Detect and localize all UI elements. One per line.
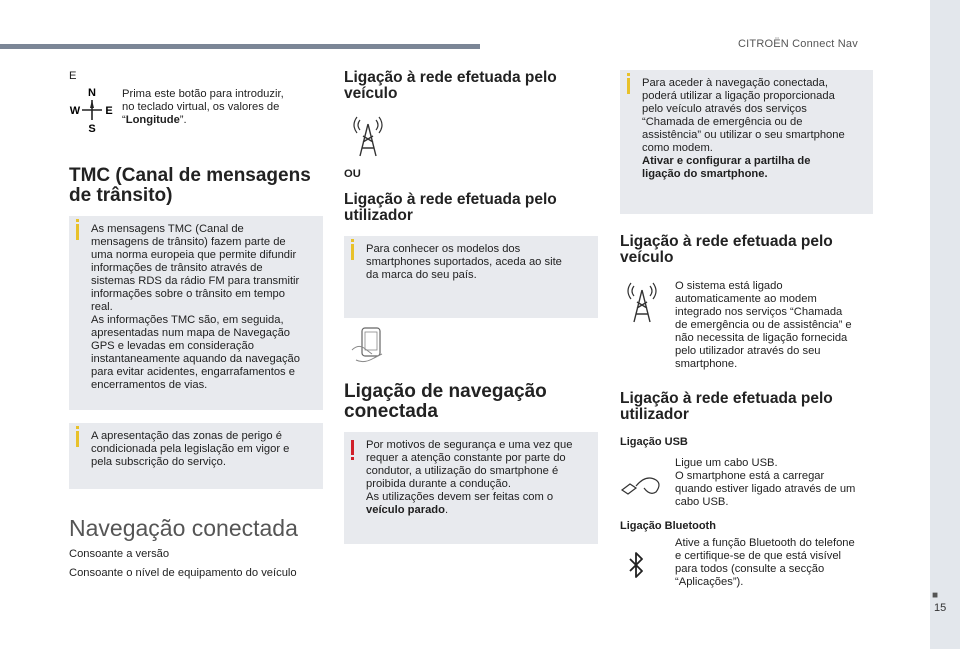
text-line: Por motivos de segurança e uma vez que [366,439,573,451]
text-line: “Chamada de emergência ou de [642,116,803,128]
access-info-text: Para aceder à navegação conectada, poderá utilizar a ligação proporcionada pelo veículo através dos serviços “Chamada de emergência ou de assistência” ou utilizar o seu smartphone como modem. Ativar e configurar a partilha de ligação do smartphone. [642,77,845,180]
danger-zone-box [69,423,323,489]
text-line: GPS e levadas em consideração [91,340,254,352]
text-line: instantaneamente aquando da navegação [91,353,301,365]
text-line: condicionada pela legislação em vigor e [91,443,290,455]
text-line: informações de trânsito através de [91,262,263,274]
text-line: smartphone. [675,358,738,370]
text-line: informações sobre o trânsito em tempo [91,288,286,300]
antenna-icon [350,116,386,158]
text-line: Ative a função Bluetooth do telefone [675,537,855,549]
user-connection-title-2: Ligação à rede efetuada pelo utilizador [620,390,833,423]
page-end-mark: ■ [932,590,939,601]
side-tab [930,0,960,649]
usb-cable-icon [618,470,664,500]
usb-text [675,457,875,509]
version-note: Consoante a versão [69,548,170,560]
equipment-note: Consoante o nível de equipamento do veículo [69,567,297,579]
text-line: encerramentos de vias. [91,379,208,391]
text-line: real. [91,301,113,313]
text-line: mensagens de trânsito) fazem parte de [91,236,286,248]
bluetooth-text [675,537,875,589]
top-rule [0,44,480,49]
user-connection-title: Ligação à rede efetuada pelo utilizador [344,191,557,224]
page-header: CITROËN Connect Nav [738,38,858,50]
text-line: para todos (consulte a secção [675,563,825,575]
access-info-box [620,70,873,214]
models-info-text [366,243,562,282]
text-line: para evitar acidentes, engarrafamentos e [91,366,295,378]
tmc-info-text [91,223,300,392]
smartphone-hand-icon [348,324,390,366]
safety-warning-text: Por motivos de segurança e uma vez que requer a atenção constante por parte do condutor, a utilização do smartphone é proibida durante a condução. As utilizações devem ser feitas com o veículo parado. [366,439,573,516]
vehicle-connection-text [675,280,875,371]
text-line: uma norma europeia que permite difundir [91,249,297,261]
tmc-title: TMC (Canal de mensagens de trânsito) [69,165,311,206]
info-icon [76,219,79,222]
info-icon [351,239,354,242]
text-line: A apresentação das zonas de perigo é [91,430,282,442]
text-line: apresentadas num mapa de Navegação [91,327,291,339]
bluetooth-label: Ligação Bluetooth [620,520,716,532]
text-line: Para conhecer os modelos dos [366,243,521,255]
text-line: O sistema está ligado [675,280,783,292]
text-line: cabo USB. [675,496,729,508]
text-line: automaticamente ao modem [675,293,817,305]
warning-icon [351,440,354,455]
models-info-box [344,236,598,318]
text-line: pela subscrição do serviço. [91,456,226,468]
text-line: proibida durante a condução. [366,478,511,490]
vehicle-connection-title-2: Ligação à rede efetuada pelo veículo [620,233,833,266]
text-line: integrado nos serviços “Chamada [675,306,843,318]
text-line: “Aplicações”). [675,576,744,588]
info-icon [627,73,630,76]
tmc-info-box [69,216,323,410]
compass-description: Prima este botão para introduzir, no teclado virtual, os valores de “Longitude”. [122,88,284,126]
info-icon [76,426,79,429]
letter-e: E [69,70,77,82]
text-line: não necessita de ligação fornecida [675,332,848,344]
text-line: As utilizações devem ser feitas com o [366,491,554,503]
svg-text:N: N [88,87,96,99]
text-line: como modem. [642,142,713,154]
danger-zone-text [91,430,289,469]
text-line: sistemas RDS da rádio FM para transmitir [91,275,300,287]
page-number: 15 [934,602,947,614]
connected-nav-title: Ligação de navegação conectada [344,381,547,422]
text-line: Ligue um cabo USB. [675,457,778,469]
or-label: OU [344,168,361,180]
section-title-nav: Navegação conectada [69,515,298,541]
usb-label: Ligação USB [620,436,688,448]
text-line: de emergência ou de assistência” e [675,319,852,331]
bluetooth-icon [624,550,648,580]
text-line: As informações TMC são, em seguida, [91,314,284,326]
text-line: requer a atenção constante por parte do [366,452,566,464]
text-line: smartphones suportados, aceda ao site [366,256,562,268]
text-line: pelo utilizador através do seu [675,345,821,357]
svg-text:S: S [88,123,96,134]
text-line: assistência” ou utilizar o seu smartphone [642,129,845,141]
antenna-icon [624,282,660,324]
text-line: pelo veículo através dos serviços [642,103,807,115]
text-line: quando estiver ligado através de um [675,483,856,495]
text-line: condutor, a utilização do smartphone é [366,465,559,477]
text-line: poderá utilizar a ligação proporcionada [642,90,835,102]
svg-text:E: E [105,105,113,117]
text-line: Para aceder à navegação conectada, [642,77,828,89]
text-line: e certifique-se de que está visível [675,550,842,562]
text-line: da marca do seu país. [366,269,477,281]
text-line: O smartphone está a carregar [675,470,825,482]
compass-icon [68,86,116,134]
safety-warning-box [344,432,598,544]
svg-text:W: W [69,105,81,117]
vehicle-connection-title: Ligação à rede efetuada pelo veículo [344,69,557,102]
text-line: As mensagens TMC (Canal de [91,223,244,235]
